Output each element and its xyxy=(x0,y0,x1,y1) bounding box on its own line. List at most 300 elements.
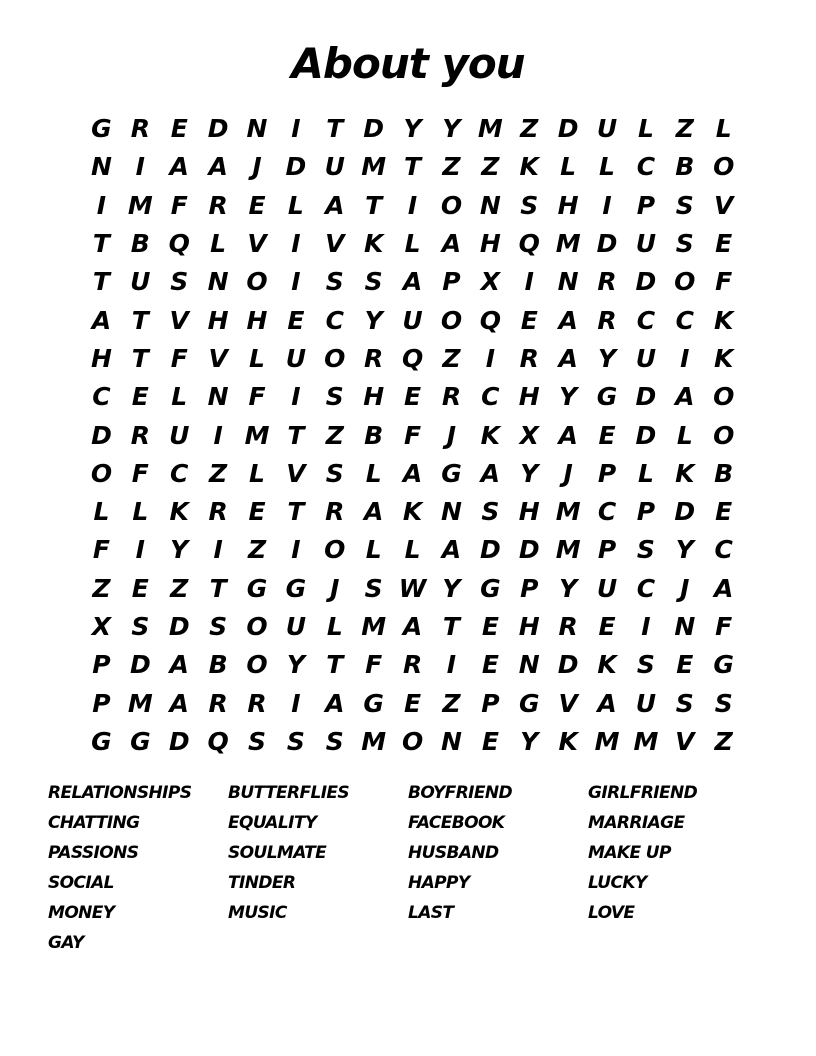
grid-letter[interactable]: M xyxy=(127,688,153,718)
grid-letter[interactable]: K xyxy=(558,726,578,756)
grid-letter[interactable]: G xyxy=(518,688,540,718)
grid-letter[interactable]: N xyxy=(246,114,268,144)
grid-letter[interactable]: I xyxy=(135,535,145,565)
grid-letter[interactable]: E xyxy=(715,497,733,527)
grid-letter[interactable]: M xyxy=(633,726,659,756)
grid-letter[interactable]: H xyxy=(518,612,540,641)
grid-letter[interactable]: T xyxy=(326,114,344,144)
grid-letter[interactable]: L xyxy=(365,458,382,488)
grid-letter[interactable]: S xyxy=(131,612,150,641)
grid-letter[interactable]: U xyxy=(324,152,345,182)
grid-letter[interactable]: I xyxy=(291,229,301,259)
grid-letter[interactable]: N xyxy=(90,152,112,182)
grid-letter[interactable]: Q xyxy=(518,229,540,259)
grid-letter[interactable]: L xyxy=(676,420,693,450)
grid-letter[interactable]: Y xyxy=(675,535,694,565)
grid-letter[interactable]: C xyxy=(597,497,617,527)
grid-letter[interactable]: Z xyxy=(325,420,344,450)
grid-letter[interactable]: Y xyxy=(286,650,305,680)
grid-letter[interactable]: Y xyxy=(442,573,461,603)
grid-letter[interactable]: T xyxy=(209,573,227,603)
grid-letter[interactable]: F xyxy=(131,458,149,488)
grid-letter[interactable]: A xyxy=(208,152,228,182)
grid-letter[interactable]: H xyxy=(90,343,112,373)
grid-letter[interactable]: A xyxy=(325,688,345,718)
grid-letter[interactable]: S xyxy=(364,573,383,603)
grid-letter[interactable]: V xyxy=(675,726,695,756)
grid-letter[interactable]: S xyxy=(675,190,694,220)
grid-letter[interactable]: V xyxy=(208,343,228,373)
grid-letter[interactable]: I xyxy=(213,420,223,450)
grid-letter[interactable]: L xyxy=(404,229,421,259)
grid-letter[interactable]: T xyxy=(92,229,110,259)
grid-letter[interactable]: J xyxy=(252,152,262,182)
grid-letter[interactable]: X xyxy=(519,420,539,450)
grid-letter[interactable]: D xyxy=(674,497,696,527)
grid-letter[interactable]: Z xyxy=(442,152,461,182)
grid-letter[interactable]: G xyxy=(91,114,112,144)
grid-letter[interactable]: Z xyxy=(481,152,500,182)
grid-letter[interactable]: D xyxy=(285,152,307,182)
grid-letter[interactable]: H xyxy=(518,497,540,527)
grid-letter[interactable]: U xyxy=(635,229,657,259)
grid-letter[interactable]: A xyxy=(325,190,345,220)
word-list-item: MAKE UP xyxy=(588,843,671,863)
grid-letter[interactable]: N xyxy=(479,190,501,220)
grid-letter[interactable]: R xyxy=(441,382,462,412)
grid-letter[interactable]: V xyxy=(714,190,734,220)
grid-letter[interactable]: S xyxy=(675,229,694,259)
grid-letter[interactable]: D xyxy=(168,612,190,641)
grid-letter[interactable]: O xyxy=(713,382,735,412)
grid-letter[interactable]: I xyxy=(291,382,301,412)
grid-row xyxy=(82,455,743,493)
grid-letter[interactable]: Y xyxy=(597,343,617,373)
grid-letter[interactable]: U xyxy=(169,420,190,450)
grid-letter[interactable]: G xyxy=(246,573,268,603)
grid-letter[interactable]: I xyxy=(213,535,223,565)
grid-letter[interactable]: Y xyxy=(170,535,189,565)
grid-letter[interactable]: G xyxy=(363,688,384,718)
letter-grid[interactable] xyxy=(82,110,743,761)
grid-letter[interactable]: E xyxy=(248,497,266,527)
grid-letter[interactable]: T xyxy=(404,152,422,182)
grid-letter[interactable]: R xyxy=(597,267,617,297)
grid-letter[interactable]: T xyxy=(131,305,149,335)
grid-letter[interactable]: L xyxy=(715,114,732,144)
grid-letter[interactable]: F xyxy=(170,190,188,220)
grid-letter[interactable]: R xyxy=(597,305,617,335)
grid-letter[interactable]: H xyxy=(557,190,579,220)
grid-letter[interactable]: F xyxy=(170,343,188,373)
grid-letter[interactable]: L xyxy=(560,152,577,182)
grid-letter[interactable]: I xyxy=(291,114,301,144)
grid-letter[interactable]: Y xyxy=(559,382,578,412)
word-list-item: BUTTERFLIES xyxy=(228,783,350,803)
grid-letter[interactable]: E xyxy=(131,382,149,412)
grid-letter[interactable]: Z xyxy=(170,573,189,603)
grid-letter[interactable]: U xyxy=(130,267,151,297)
grid-letter[interactable]: M xyxy=(555,535,581,565)
grid-letter[interactable]: Q xyxy=(401,343,424,373)
grid-letter[interactable]: L xyxy=(249,343,265,373)
grid-letter[interactable]: T xyxy=(442,612,460,641)
grid-letter[interactable]: R xyxy=(130,420,150,450)
grid-letter[interactable]: A xyxy=(169,688,189,718)
grid-letter[interactable]: C xyxy=(636,152,656,182)
grid-letter[interactable]: K xyxy=(675,458,695,488)
grid-letter[interactable]: F xyxy=(248,382,266,412)
grid-letter[interactable]: N xyxy=(518,650,540,680)
grid-letter[interactable]: Z xyxy=(92,573,111,603)
grid-letter[interactable]: F xyxy=(92,535,110,565)
grid-letter[interactable]: O xyxy=(674,267,696,297)
grid-letter[interactable]: A xyxy=(441,535,462,565)
grid-letter[interactable]: P xyxy=(442,267,461,297)
grid-letter[interactable]: A xyxy=(169,152,189,182)
grid-letter[interactable]: C xyxy=(636,305,656,335)
grid-letter[interactable]: B xyxy=(130,229,150,259)
grid-letter[interactable]: S xyxy=(325,726,344,756)
grid-letter[interactable]: P xyxy=(636,497,656,527)
grid-letter[interactable]: D xyxy=(518,535,540,565)
grid-letter[interactable]: O xyxy=(324,535,346,565)
grid-letter[interactable]: H xyxy=(246,305,268,335)
grid-letter[interactable]: S xyxy=(248,726,267,756)
grid-letter[interactable]: Y xyxy=(364,305,383,335)
grid-letter[interactable]: N xyxy=(440,726,462,756)
grid-letter[interactable]: E xyxy=(248,190,266,220)
grid-letter[interactable]: D xyxy=(635,420,657,450)
grid-letter[interactable]: L xyxy=(93,497,110,527)
grid-letter[interactable]: U xyxy=(285,612,307,641)
grid-letter[interactable]: I xyxy=(135,152,145,182)
word-list-item: EQUALITY xyxy=(228,813,317,833)
grid-letter[interactable]: F xyxy=(404,420,422,450)
grid-letter[interactable]: R xyxy=(325,497,345,527)
grid-letter[interactable]: R xyxy=(402,650,423,680)
grid-letter[interactable]: P xyxy=(92,688,111,718)
grid-letter[interactable]: H xyxy=(207,305,229,335)
grid-letter[interactable]: R xyxy=(558,612,578,641)
grid-letter[interactable]: J xyxy=(330,573,340,603)
grid-letter[interactable]: A xyxy=(558,305,578,335)
grid-letter[interactable]: T xyxy=(326,650,344,680)
word-list-item: GIRLFRIEND xyxy=(588,783,698,803)
grid-letter[interactable]: K xyxy=(402,497,423,527)
grid-letter[interactable]: O xyxy=(440,305,463,335)
grid-letter[interactable]: L xyxy=(365,535,382,565)
grid-letter[interactable]: L xyxy=(637,114,654,144)
grid-letter[interactable]: D xyxy=(479,535,501,565)
grid-letter[interactable]: F xyxy=(365,650,383,680)
grid-letter[interactable]: G xyxy=(596,382,618,412)
grid-letter[interactable]: C xyxy=(714,535,733,565)
grid-letter[interactable]: T xyxy=(287,497,305,527)
grid-letter[interactable]: R xyxy=(364,343,384,373)
grid-letter[interactable]: A xyxy=(402,267,423,297)
grid-letter[interactable]: O xyxy=(246,267,268,297)
grid-letter[interactable]: B xyxy=(364,420,384,450)
grid-letter[interactable]: A xyxy=(364,497,384,527)
grid-letter[interactable]: I xyxy=(291,267,301,297)
grid-letter[interactable]: L xyxy=(326,612,343,641)
grid-letter[interactable]: F xyxy=(715,267,733,297)
grid-letter[interactable]: D xyxy=(129,650,151,680)
grid-letter[interactable]: C xyxy=(675,305,694,335)
grid-letter[interactable]: S xyxy=(675,688,694,718)
grid-letter[interactable]: Q xyxy=(207,726,229,756)
grid-letter[interactable]: M xyxy=(244,420,270,450)
grid-letter[interactable]: Z xyxy=(520,114,539,144)
grid-letter[interactable]: M xyxy=(594,726,620,756)
grid-letter[interactable]: I xyxy=(680,343,690,373)
grid-letter[interactable]: Y xyxy=(520,726,539,756)
grid-letter[interactable]: Z xyxy=(442,343,461,373)
grid-letter[interactable]: R xyxy=(247,688,267,718)
grid-letter[interactable]: K xyxy=(597,650,617,680)
grid-letter[interactable]: O xyxy=(713,420,735,450)
grid-letter[interactable]: Z xyxy=(209,458,228,488)
grid-letter[interactable]: M xyxy=(361,726,387,756)
grid-letter[interactable]: B xyxy=(208,650,228,680)
grid-letter[interactable]: E xyxy=(598,420,616,450)
grid-letter[interactable]: E xyxy=(481,612,499,641)
grid-letter[interactable]: M xyxy=(477,114,503,144)
grid-letter[interactable]: G xyxy=(91,726,112,756)
grid-letter[interactable]: R xyxy=(519,343,539,373)
grid-letter[interactable]: E xyxy=(481,650,499,680)
grid-letter[interactable]: D xyxy=(635,267,657,297)
grid-letter[interactable]: N xyxy=(207,382,229,412)
grid-letter[interactable]: O xyxy=(90,458,113,488)
grid-letter[interactable]: C xyxy=(636,573,656,603)
grid-letter[interactable]: Q xyxy=(479,305,501,335)
grid-letter[interactable]: R xyxy=(130,114,150,144)
grid-letter[interactable]: D xyxy=(363,114,385,144)
grid-letter[interactable]: T xyxy=(365,190,383,220)
grid-letter[interactable]: Z xyxy=(247,535,267,565)
grid-letter[interactable]: R xyxy=(208,497,228,527)
grid-letter[interactable]: X xyxy=(480,267,500,297)
grid-letter[interactable]: D xyxy=(91,420,112,450)
grid-letter[interactable]: I xyxy=(641,612,651,641)
grid-letter[interactable]: O xyxy=(246,612,268,641)
grid-letter[interactable]: I xyxy=(602,190,612,220)
grid-letter[interactable]: Y xyxy=(559,573,578,603)
grid-letter[interactable]: S xyxy=(170,267,189,297)
grid-letter[interactable]: D xyxy=(168,726,190,756)
grid-letter[interactable]: T xyxy=(92,267,110,297)
grid-letter[interactable]: M xyxy=(361,612,387,641)
grid-letter[interactable]: E xyxy=(170,114,188,144)
grid-letter[interactable]: C xyxy=(170,458,189,488)
grid-letter[interactable]: I xyxy=(96,190,107,220)
grid-letter[interactable]: M xyxy=(555,229,581,259)
grid-letter[interactable]: S xyxy=(209,612,228,641)
grid-letter[interactable]: O xyxy=(246,650,268,680)
word-list xyxy=(48,780,768,956)
grid-letter[interactable]: L xyxy=(171,382,188,412)
grid-letter[interactable]: A xyxy=(402,458,423,488)
grid-letter[interactable]: A xyxy=(402,612,423,641)
word-list-item: RELATIONSHIPS xyxy=(48,783,192,803)
grid-letter[interactable]: P xyxy=(92,650,111,680)
grid-letter[interactable]: S xyxy=(364,267,383,297)
grid-letter[interactable]: W xyxy=(398,573,427,603)
grid-letter[interactable]: S xyxy=(325,382,344,412)
grid-letter[interactable]: C xyxy=(481,382,500,412)
grid-letter[interactable]: Z xyxy=(442,688,461,718)
grid-letter[interactable]: I xyxy=(446,650,457,680)
grid-letter[interactable]: I xyxy=(485,343,495,373)
grid-letter[interactable]: K xyxy=(519,152,539,182)
grid-letter[interactable]: O xyxy=(401,726,424,756)
grid-letter[interactable]: N xyxy=(557,267,579,297)
grid-letter[interactable]: V xyxy=(558,688,578,718)
grid-letter[interactable]: E xyxy=(481,726,499,756)
grid-letter[interactable]: L xyxy=(637,458,654,488)
grid-letter[interactable]: M xyxy=(127,190,153,220)
grid-letter[interactable]: A xyxy=(441,229,462,259)
grid-letter[interactable]: A xyxy=(675,382,695,412)
grid-letter[interactable]: E xyxy=(404,688,422,718)
grid-letter[interactable]: U xyxy=(635,688,657,718)
grid-letter[interactable]: X xyxy=(91,612,112,641)
grid-letter[interactable]: H xyxy=(479,229,501,259)
grid-letter[interactable]: J xyxy=(563,458,573,488)
grid-letter[interactable]: D xyxy=(635,382,657,412)
grid-letter[interactable]: A xyxy=(91,305,112,335)
grid-letter[interactable]: G xyxy=(713,650,734,680)
grid-letter[interactable]: Y xyxy=(520,458,539,488)
grid-letter[interactable]: S xyxy=(481,497,500,527)
grid-letter[interactable]: B xyxy=(714,458,734,488)
grid-letter[interactable]: Z xyxy=(714,726,733,756)
grid-letter[interactable]: N xyxy=(207,267,229,297)
grid-letter[interactable]: Y xyxy=(442,114,461,144)
grid-letter[interactable]: U xyxy=(596,114,618,144)
grid-letter[interactable]: P xyxy=(597,535,617,565)
grid-letter[interactable]: O xyxy=(713,152,735,182)
grid-letter[interactable]: U xyxy=(596,573,618,603)
grid-letter[interactable]: I xyxy=(291,535,301,565)
grid-letter[interactable]: T xyxy=(287,420,305,450)
grid-letter[interactable]: G xyxy=(441,458,462,488)
grid-letter[interactable]: S xyxy=(286,726,305,756)
grid-letter[interactable]: D xyxy=(557,114,579,144)
grid-letter[interactable]: M xyxy=(361,152,387,182)
grid-letter[interactable]: P xyxy=(481,688,500,718)
grid-letter[interactable]: P xyxy=(597,458,617,488)
grid-letter[interactable]: C xyxy=(92,382,111,412)
grid-letter[interactable]: K xyxy=(363,229,384,259)
grid-letter[interactable]: I xyxy=(407,190,418,220)
grid-letter[interactable]: L xyxy=(249,458,265,488)
grid-letter[interactable]: Q xyxy=(168,229,190,259)
grid-letter[interactable]: A xyxy=(714,573,734,603)
grid-letter[interactable]: U xyxy=(635,343,657,373)
grid-letter[interactable]: H xyxy=(518,382,540,412)
grid-letter[interactable]: L xyxy=(210,229,227,259)
grid-letter[interactable]: D xyxy=(207,114,229,144)
grid-letter[interactable]: L xyxy=(599,152,615,182)
grid-letter[interactable]: E xyxy=(676,650,694,680)
grid-letter[interactable]: J xyxy=(446,420,457,450)
grid-letter[interactable]: K xyxy=(714,305,734,335)
grid-letter[interactable]: V xyxy=(325,229,345,259)
grid-letter[interactable]: U xyxy=(402,305,423,335)
grid-letter[interactable]: H xyxy=(363,382,385,412)
page-title: About you xyxy=(291,39,525,88)
grid-letter[interactable]: S xyxy=(325,267,344,297)
grid-letter[interactable]: E xyxy=(520,305,538,335)
grid-letter[interactable]: E xyxy=(404,382,422,412)
grid-letter[interactable]: Y xyxy=(403,114,422,144)
grid-letter[interactable]: G xyxy=(480,573,501,603)
grid-row xyxy=(82,493,743,531)
grid-letter[interactable]: A xyxy=(597,688,617,718)
grid-letter[interactable]: D xyxy=(557,650,579,680)
grid-letter[interactable]: S xyxy=(325,458,344,488)
grid-letter[interactable]: C xyxy=(325,305,344,335)
grid-letter[interactable]: P xyxy=(520,573,539,603)
grid-letter[interactable]: K xyxy=(714,343,734,373)
grid-letter[interactable]: S xyxy=(636,535,655,565)
grid-letter[interactable]: O xyxy=(440,190,463,220)
grid-letter[interactable]: S xyxy=(714,688,733,718)
grid-letter[interactable]: M xyxy=(555,497,581,527)
grid-letter[interactable]: S xyxy=(636,650,655,680)
grid-letter[interactable]: A xyxy=(480,458,501,488)
grid-letter[interactable]: A xyxy=(558,343,578,373)
grid-letter[interactable]: A xyxy=(169,650,189,680)
grid-letter[interactable]: A xyxy=(558,420,578,450)
grid-letter[interactable]: I xyxy=(291,688,301,718)
grid-row xyxy=(82,531,743,569)
grid-letter[interactable]: E xyxy=(131,573,149,603)
grid-letter[interactable]: B xyxy=(675,152,695,182)
grid-letter[interactable]: E xyxy=(598,612,616,641)
grid-letter[interactable]: N xyxy=(674,612,696,641)
grid-letter[interactable]: I xyxy=(524,267,534,297)
grid-letter[interactable]: D xyxy=(596,229,618,259)
grid-letter[interactable]: L xyxy=(404,535,421,565)
grid-letter[interactable]: L xyxy=(287,190,304,220)
grid-letter[interactable]: K xyxy=(169,497,189,527)
grid-letter[interactable]: V xyxy=(286,458,306,488)
grid-letter[interactable]: Z xyxy=(675,114,694,144)
grid-letter[interactable]: E xyxy=(287,305,305,335)
grid-letter[interactable]: J xyxy=(680,573,690,603)
grid-letter[interactable]: G xyxy=(285,573,307,603)
grid-letter[interactable]: P xyxy=(636,190,656,220)
grid-letter[interactable]: F xyxy=(715,612,733,641)
grid-letter[interactable]: E xyxy=(715,229,733,259)
grid-letter[interactable]: V xyxy=(169,305,189,335)
grid-letter[interactable]: L xyxy=(132,497,149,527)
grid-letter[interactable]: K xyxy=(480,420,501,450)
grid-letter[interactable]: R xyxy=(208,688,228,718)
grid-letter[interactable]: T xyxy=(131,343,149,373)
grid-letter[interactable]: R xyxy=(208,190,228,220)
grid-letter[interactable]: U xyxy=(285,343,307,373)
grid-letter[interactable]: V xyxy=(247,229,267,259)
grid-letter[interactable]: G xyxy=(130,726,151,756)
grid-letter[interactable]: O xyxy=(324,343,346,373)
grid-letter[interactable]: S xyxy=(520,190,539,220)
grid-letter[interactable]: N xyxy=(440,497,462,527)
